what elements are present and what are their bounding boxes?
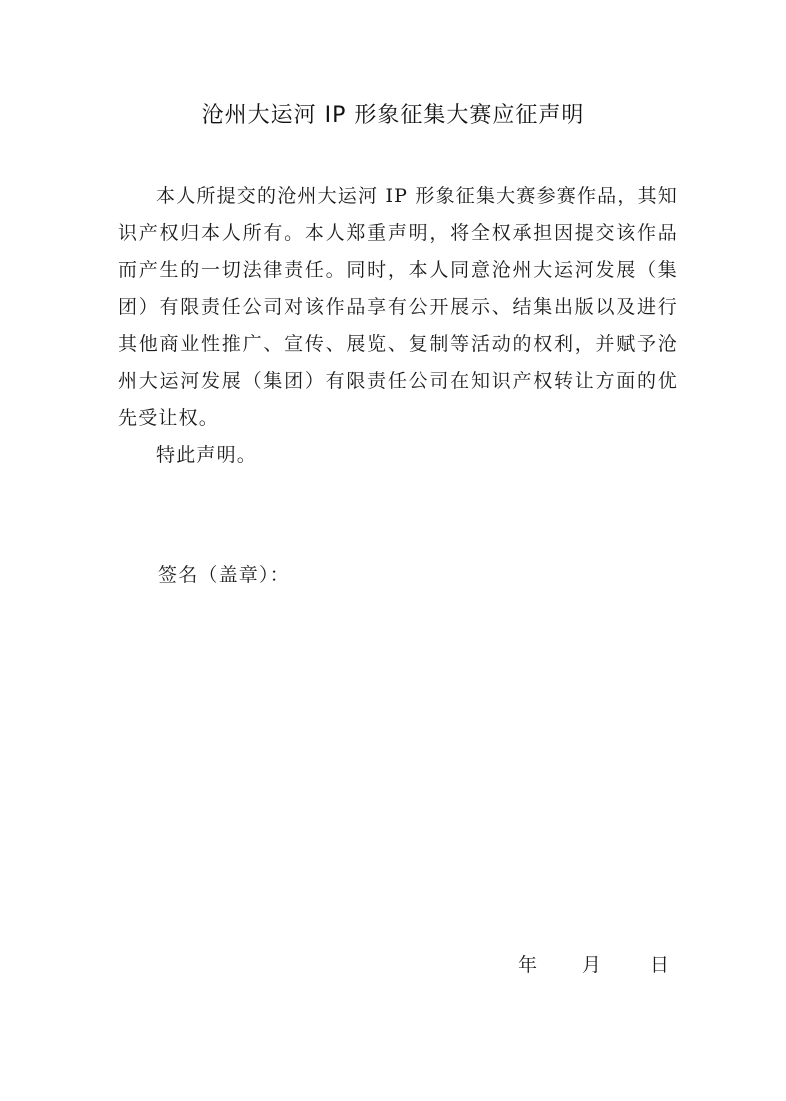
closing-statement: 特此声明。 <box>156 444 258 466</box>
date-line <box>518 950 674 977</box>
declaration-paragraph: 本人所提交的沧州大运河 IP 形象征集大赛参赛作品，其知识产权归本人所有。本人郑重声明，将全权承担因提交该作品而产生的一切法律责任。同时，本人同意沧州大运河发展（集团）有限责任公司对该作品享有公开展示、结集出版以及进行其他商业性推广、宣传、展览、复制等活动的权利，并赋予沧州大运河发展（集团）有限责任公司在知识产权转让方面的优先受让权。 <box>118 185 678 429</box>
signature-label: 签名（盖章）： <box>158 564 290 586</box>
document-title: 沧州大运河 IP 形象征集大赛应征声明 <box>201 103 585 128</box>
declaration-body <box>118 178 678 474</box>
date-day-label: 日 <box>650 954 670 976</box>
date-year-label: 年 <box>518 954 538 976</box>
date-month-label: 月 <box>582 954 602 976</box>
